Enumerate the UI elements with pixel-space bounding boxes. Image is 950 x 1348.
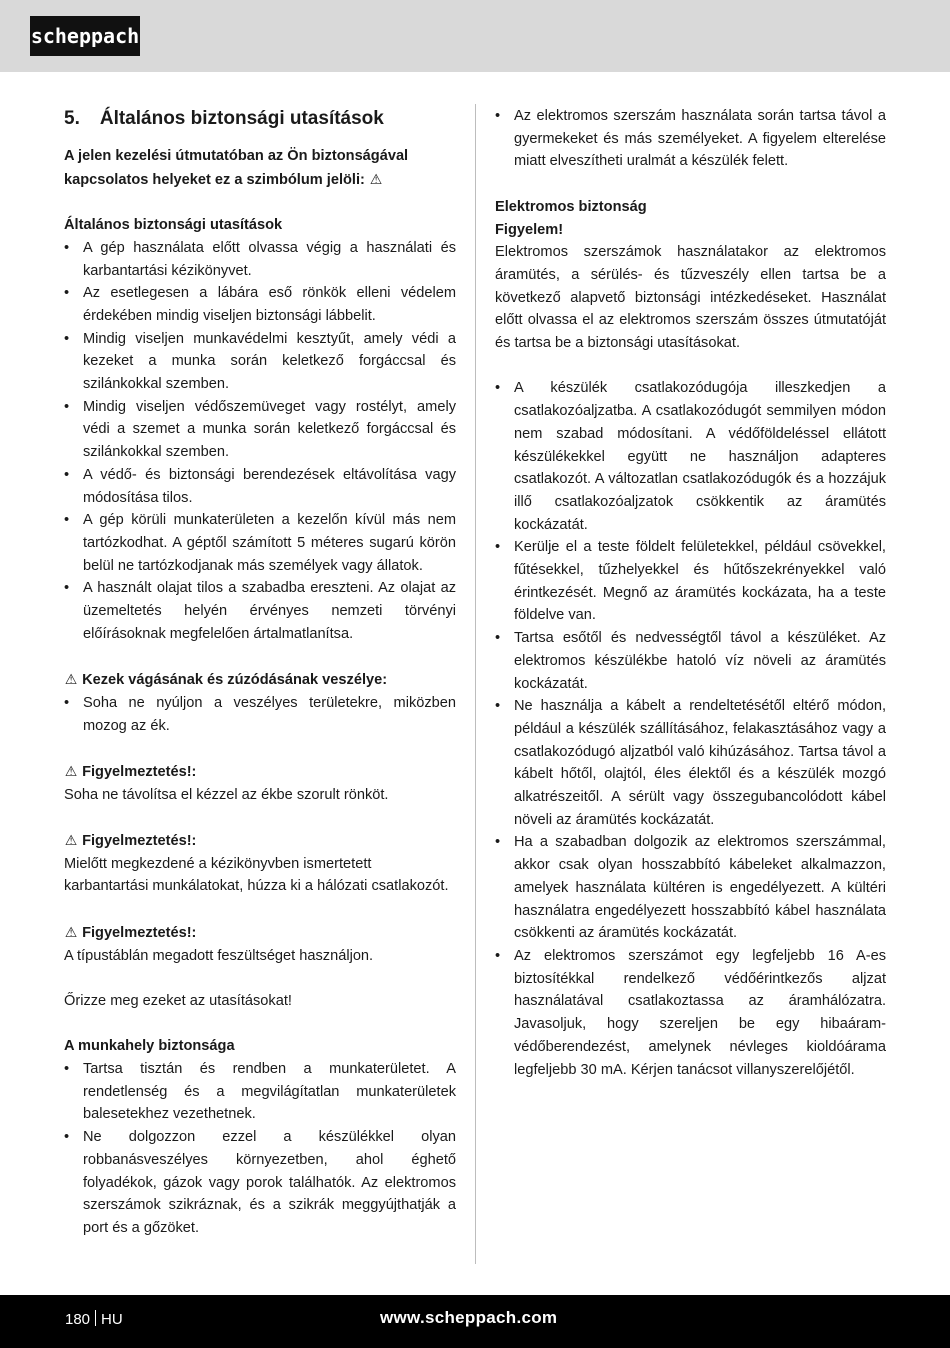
warning-triangle-icon: ⚠ [369,170,383,187]
warning-triangle-icon: ⚠ [64,762,78,779]
warning-triangle-icon: ⚠ [64,923,78,940]
list-item: • Ne dolgozzon ezzel a készülékkel olyan robbanásveszélyes környezetben, ahol éghető folyadékok, gázok vagy porok találhatók. Az elektromos szerszámok szikráznak, és a szikrák meggyújthatják a port és a gőzöket. [64,1126,456,1240]
warning-text: Soha ne távolítsa el kézzel az ékbe szorult rönköt. [64,786,389,803]
list-item: • Kerülje el a teste földelt felületekkel, például csövekkel, fűtésekkel, tűzhelyekkel és hűtőszekrényekkel való érintkezését. Megnő az áramütés kockázata, ha a teste földelve van. [495,536,886,627]
general-heading: Általános biztonsági utasítások [64,217,283,234]
list-item: • Tartsa esőtől és nedvességtől távol a készüléket. Az elektromos készülékbe hatoló víz növeli az áramütés kockázatát. [495,627,886,695]
general-list [64,237,456,646]
warning-text: A típustáblán megadott feszültséget használjon. [64,947,374,964]
right-column [495,105,886,1081]
section-number: 5. [64,108,80,129]
warning-text: Mielőtt megkezdené a kézikönyvben ismertetett karbantartási munkálatokat, húzza ki a hálózati csatlakozót. [64,855,449,895]
list-item: • Ha a szabadban dolgozik az elektromos szerszámmal, akkor csak olyan hosszabbító kábeleket alkalmazzon, amelyek használata kültéren is engedélyezett. A kültéri használatra engedélyezett hosszabbító kábel használata csökkenti az áramütés kockázatát. [495,831,886,945]
warning-heading: ⚠ Figyelmeztetés!: [64,829,456,853]
list-item: • Ne használja a kábelt a rendeltetésétől eltérő módon, például a készülék szállításához, felakasztásához vagy a csatlakozódugó aljzatból való kihúzásához. Tartsa távol a kábelt hőtől, olajtól, éles élektől és a készülék mozgó alkatrészeitől. A sérült vagy összegubancolódott kábel növeli az áramütés kockázatát. [495,695,886,831]
list-item: • Az elektromos szerszám használata során tartsa távol a gyermekeket és más személyeket. A figyelem elterelése miatt elveszítheti uralmát a készülék felett. [495,105,886,173]
section-title [64,105,456,133]
list-item: • Mindig viseljen munkavédelmi kesztyűt, amely védi a kezeket a munka során keletkező forgáccsal és szilánkokkal szemben. [64,328,456,396]
top-list [495,105,886,173]
warning-heading: ⚠ Figyelmeztetés!: [64,921,456,945]
header-bar [0,0,950,72]
left-column [64,105,456,1240]
website-link[interactable]: www.scheppach.com [380,1308,558,1327]
electrical-heading: Elektromos biztonság [495,198,647,215]
brand-logo: scheppach [30,16,140,56]
list-item: • A gép használata előtt olvassa végig a használati és karbantartási kézikönyvet. [64,237,456,282]
list-item: • Az elektromos szerszámot egy legfeljebb 16 A-es biztosítékkal rendelkező védőérintkezős aljzat használatával csatlakoztassa az áramhálózatra. Javasoljuk, hogy szereljen be egy hibaáram-védőberendezést, amelynek névleges kioldóárama legfeljebb 30 mA. Kérjen tanácsot villanyszerelőjétől. [495,945,886,1081]
list-item: • A használt olajat tilos a szabadba ereszteni. Az olajat az üzemeltetés helyén érvényes nemzeti törvényi előírásoknak megfelelően ártalmatlanítsa. [64,577,456,645]
warning-triangle-icon: ⚠ [64,832,78,849]
section-title-text: Általános biztonsági utasítások [99,108,384,129]
warning-heading: ⚠ Figyelmeztetés!: [64,760,456,784]
attention-label: Figyelem! [495,221,564,238]
list-item: • Soha ne nyúljon a veszélyes területekre, miközben mozog az ék. [64,692,456,737]
list-item: • A védő- és biztonsági berendezések eltávolítása vagy módosítása tilos. [64,464,456,509]
list-item: • Tartsa tisztán és rendben a munkaterületet. A rendetlenség és a megvilágítatlan munkaterületek balesetekhez vezethetnek. [64,1058,456,1126]
workplace-list [64,1058,456,1240]
list-item: • A gép körüli munkaterületen a kezelőn kívül más nem tartózkodhat. A géptől számított 5 méteres sugarú körön belül ne tartózkodjanak más személyek vagy állatok. [64,509,456,577]
electrical-intro: Elektromos szerszámok használatakor az elektromos áramütés, a sérülés- és tűzveszély ellen tartsa be a következő alapvető biztonsági intézkedéseket. Használat előtt olvassa el az elektromos szerszám összes útmutatóját és tartsa be a biztonsági utasításokat. [495,244,886,352]
workplace-heading: A munkahely biztonsága [64,1038,235,1055]
list-item: • Mindig viseljen védőszemüveget vagy rostélyt, amely védi a szemet a munka során keletkező forgáccsal és szilánkokkal szemben. [64,396,456,464]
footer-bar [0,1295,950,1348]
warning-triangle-icon: ⚠ [64,671,78,688]
column-divider [475,104,476,1264]
hands-heading: ⚠ Kezek vágásának és zúzódásának veszélye: [64,668,456,692]
hands-list [64,692,456,737]
keep-instructions-text: Őrizze meg ezeket az utasításokat! [64,992,292,1009]
electrical-list [495,377,886,1081]
intro-text: A jelen kezelési útmutatóban az Ön biztonságával kapcsolatos helyeket ez a szimbólum jelöli: ⚠ [64,145,456,191]
list-item: • Az esetlegesen a lábára eső rönkök elleni védelem érdekében mindig viseljen biztonsági lábbelit. [64,282,456,327]
list-item: • A készülék csatlakozódugója illeszkedjen a csatlakozóaljzatba. A csatlakozódugót semmilyen módon nem szabad módosítani. A védőföldeléssel ellátott készülékekkel együtt ne használjon adapteres csatlakozót. A változatlan csatlakozódugók és a hozzájuk illő csatlakozóaljzatok csökkentik az áramütés kockázatát. [495,377,886,536]
page-number: 180 HU [65,1311,123,1328]
